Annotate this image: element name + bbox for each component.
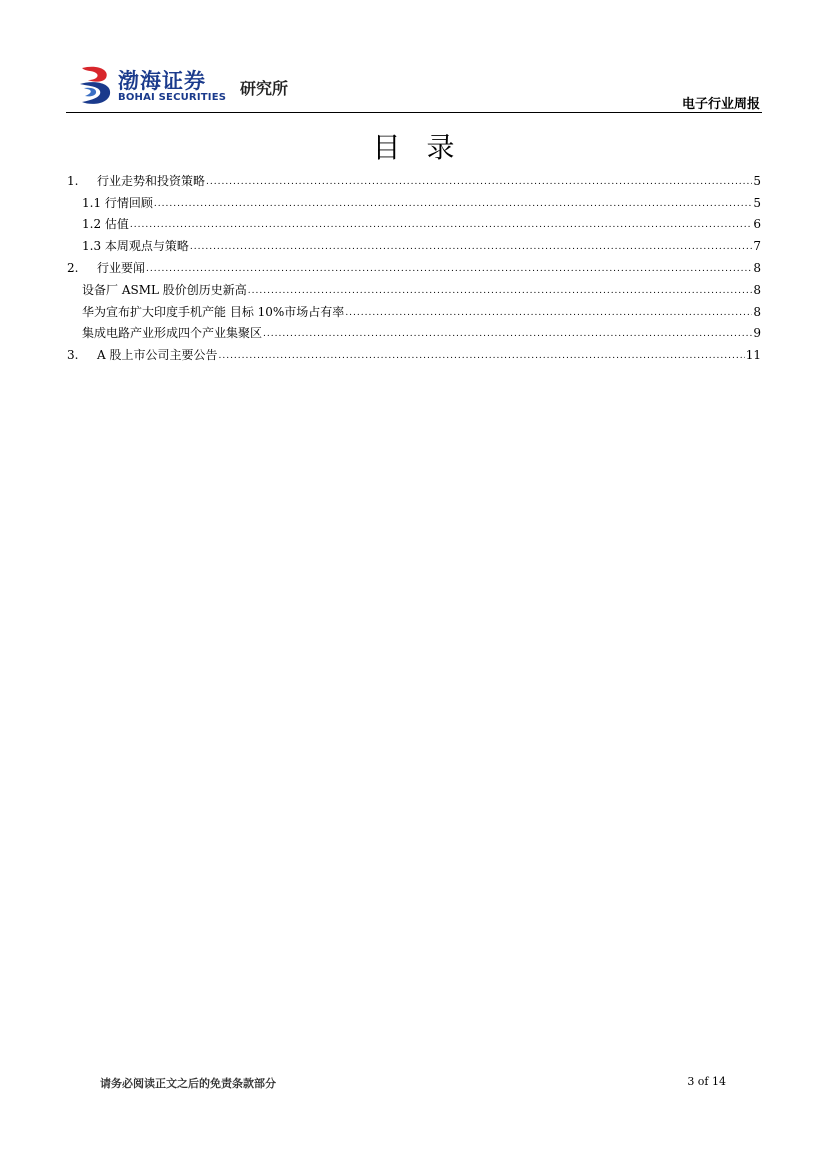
toc-entry-page[interactable]: 5: [753, 195, 761, 210]
toc-dot-leader: [146, 263, 752, 275]
toc-entry-label[interactable]: 1.3 本周观点与策略: [82, 239, 189, 254]
toc-dot-leader: [190, 241, 752, 253]
page-footer: [100, 1075, 726, 1093]
report-type: 电子行业周报: [681, 97, 760, 112]
bohai-logo-icon: [78, 64, 114, 106]
toc-dot-leader: [345, 307, 752, 319]
toc-entry-page[interactable]: 11: [745, 348, 761, 363]
toc-entry-number: 1.: [67, 173, 79, 188]
toc-entry[interactable]: [67, 319, 761, 341]
toc-entry[interactable]: [67, 231, 761, 253]
toc-entry-label[interactable]: 华为宣布扩大印度手机产能 目标 10%市场占有率: [82, 304, 345, 319]
toc-entry[interactable]: [67, 297, 761, 319]
table-of-contents: [67, 166, 761, 362]
page-header: [66, 60, 762, 113]
toc-dot-leader: [248, 285, 753, 297]
toc-entry-label[interactable]: 集成电路产业形成四个产业集聚区: [82, 326, 263, 341]
toc-title: 目录: [372, 131, 481, 164]
toc-entry-page[interactable]: 9: [753, 326, 761, 341]
brand-name-en: BOHAI SECURITIES: [118, 92, 227, 103]
toc-entry[interactable]: [67, 210, 761, 232]
toc-dot-leader: [154, 198, 752, 210]
toc-entry-page[interactable]: 7: [753, 239, 761, 254]
disclaimer: 请务必阅读正文之后的免责条款部分: [100, 1077, 276, 1090]
toc-entry[interactable]: [67, 340, 761, 362]
toc-entry-label[interactable]: 1.1 行情回顾: [82, 195, 153, 210]
header-rule: [66, 112, 762, 113]
company-logo: [78, 64, 378, 109]
toc-entry-page[interactable]: 6: [753, 217, 761, 232]
toc-entry-number: 3.: [67, 348, 79, 363]
toc-entry-label[interactable]: 设备厂 ASML 股价创历史新高: [82, 282, 247, 297]
toc-dot-leader: [263, 328, 752, 340]
toc-entry[interactable]: [67, 188, 761, 210]
toc-entry[interactable]: [67, 253, 761, 275]
toc-entry-page[interactable]: 8: [753, 304, 761, 319]
toc-entry-page[interactable]: 8: [753, 260, 761, 275]
toc-dot-leader: [218, 350, 744, 362]
toc-entry-label[interactable]: A 股上市公司主要公告: [97, 348, 218, 363]
page-number: 3 of 14: [687, 1075, 726, 1088]
toc-dot-leader: [206, 176, 752, 188]
toc-dot-leader: [130, 219, 752, 231]
toc-entry-label[interactable]: 1.2 估值: [82, 217, 129, 232]
toc-entry[interactable]: [67, 275, 761, 297]
toc-entry-label[interactable]: 行业要闻: [97, 260, 146, 275]
brand-name-cn: 渤海证券: [118, 68, 206, 93]
toc-entry-page[interactable]: 8: [753, 282, 761, 297]
toc-entry-number: 2.: [67, 260, 79, 275]
toc-entry[interactable]: [67, 166, 761, 188]
brand-department: 研究所: [240, 79, 289, 98]
toc-entry-label[interactable]: 行业走势和投资策略: [97, 173, 206, 188]
toc-entry-page[interactable]: 5: [753, 173, 761, 188]
